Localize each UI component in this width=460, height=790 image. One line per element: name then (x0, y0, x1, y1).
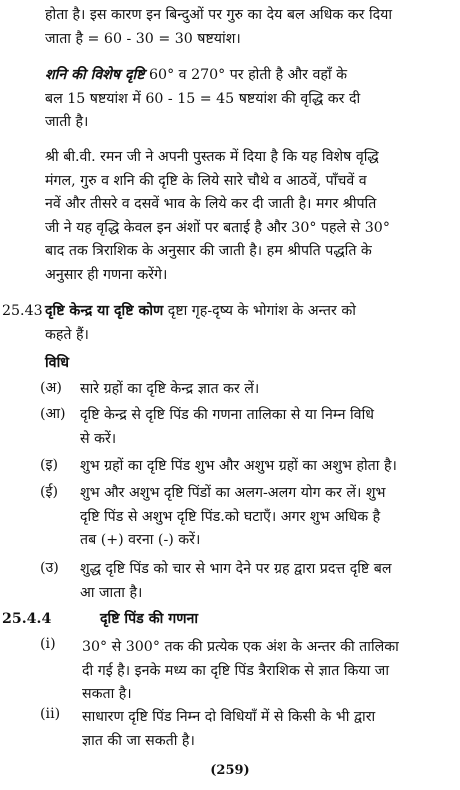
step-label: (आ) (40, 406, 66, 422)
shani-paragraph (45, 64, 450, 135)
text-line: बल 15 षष्टयांश में 60 - 15 = 45 षष्टयांश की वृद्धि कर दी (45, 90, 361, 107)
vidhi-heading: विधि (45, 355, 69, 371)
subitem-text: 30° से 300° तक की प्रत्येक एक अंश के अन्तर की तालिका दी गई है। इनके मध्य का दृष्टि पिंड त्रैराशिक से ज्ञात किया जा सकता है। (82, 639, 399, 702)
section-number: 25.43 (2, 303, 43, 319)
text-span: दृष्टा गृह-दृष्य के भोगांश के अन्तर को (163, 303, 356, 319)
text-line: कहते हैं। (45, 326, 89, 343)
text-span: 60° व 270° पर होती है और वहाँ के (144, 67, 347, 83)
step-label: (ई) (40, 484, 59, 500)
intro-paragraph (45, 4, 450, 51)
subitem-label: (ii) (40, 706, 61, 722)
text-line: अनुसार ही गणना करेंगे। (45, 266, 168, 283)
subitem-text: साधारण दृष्टि पिंड निम्न दो विधियाँ में से किसी के भी द्वारा ज्ञात की जा सकती है। (82, 709, 376, 749)
step-text: शुभ ग्रहों का दृष्टि पिंड शुभ और अशुभ ग्रहों का अशुभ होता है। (80, 458, 397, 474)
section-term: दृष्टि केन्द्र या दृष्टि कोण (45, 303, 164, 319)
text-line: जाती है। (45, 114, 89, 130)
step-text: शुद्ध दृष्टि पिंड को चार से भाग देने पर ग्रह द्वारा प्रदत्त दृष्टि बल आ जाता है। (80, 561, 392, 601)
section-2543-text (45, 300, 450, 347)
step-text: दृष्टि केन्द्र से दृष्टि पिंड की गणना तालिका से या निम्न विधि से करें। (80, 407, 374, 447)
raman-paragraph (45, 146, 450, 287)
subitem-label: (i) (40, 636, 56, 652)
step-label: (उ) (40, 560, 59, 576)
section-number: 25.4.4 (2, 611, 52, 627)
text-line (45, 64, 450, 88)
text-line: बाद तक त्रिराशिक के अनुसार की जाती है। हम श्रीपति पद्धति के (45, 243, 372, 259)
step-label: (अ) (40, 380, 62, 396)
step-label: (इ) (40, 457, 59, 473)
text-line: जाता है = 60 - 30 = 30 षष्टयांश। (45, 30, 241, 47)
section-2544-heading: दृष्टि पिंड की गणना (100, 611, 198, 627)
shani-label: शनि की विशेष दृष्टि (45, 67, 145, 83)
text-line (45, 300, 450, 324)
step-text: सारे ग्रहों का दृष्टि केन्द्र ज्ञात कर लें। (80, 381, 260, 397)
step-text: शुभ और अशुभ दृष्टि पिंडों का अलग-अलग योग कर लें। शुभ दृष्टि पिंड से अशुभ दृष्टि पिंड.को घटाएँ। अगर शुभ अधिक है तब (+) वरना (-) करें। (80, 485, 386, 548)
page-number: (259) (210, 763, 250, 778)
text-line: श्री बी.वी. रमन जी ने अपनी पुस्तक में दिया है कि यह विशेष वृद्धि (45, 149, 379, 165)
text-line: नवें और तीसरे व दसवें भाव के लिये कर दी जाती है। मगर श्रीपति (45, 196, 377, 212)
text-line: जी ने यह वृद्धि केवल इन अंशों पर बताई है और 30° पहले से 30° (45, 219, 390, 236)
text-line: मंगल, गुरु व शनि की दृष्टि के लिये सारे चौथे व आठवें, पाँचवें व (45, 172, 367, 189)
text-line: होता है। इस कारण इन बिन्दुओं पर गुरु का देय बल अधिक कर दिया (45, 7, 393, 23)
